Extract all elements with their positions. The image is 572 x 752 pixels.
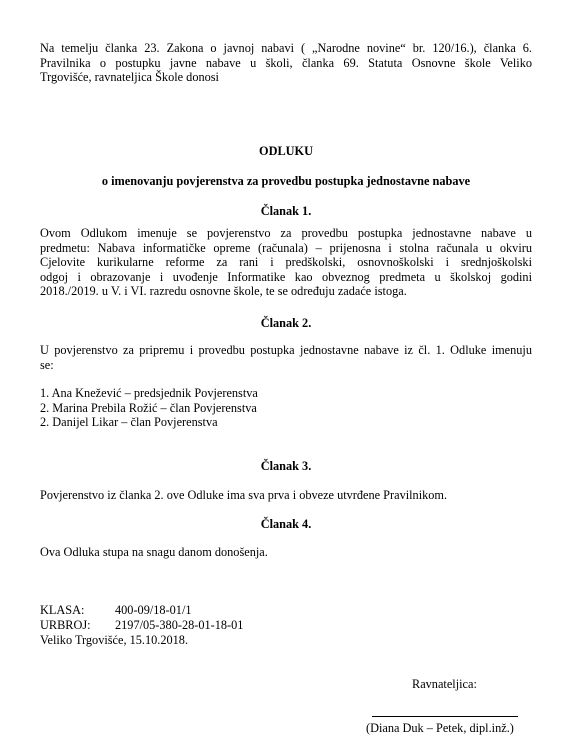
signature-role: Ravnateljica: bbox=[412, 677, 477, 691]
article-1-line: odgoj i obrazovanje i uvođenje Informatike kao obveznog predmeta u školskoj godini bbox=[40, 269, 532, 284]
list-item: 2. Marina Prebila Rožić – član Povjerenstva bbox=[40, 400, 257, 415]
article-2-line: se: bbox=[40, 357, 54, 372]
article-1-line: 2018./2019. u V. i VI. razredu osnovne škole, te se određuju zadaće istoga. bbox=[40, 284, 407, 299]
article-3-paragraph: Povjerenstvo iz članka 2. ove Odluke ima sva prva i obveze utvrđene Pravilnikom. bbox=[40, 488, 448, 502]
urbroj-label: URBROJ: bbox=[40, 618, 91, 632]
klasa-value: 400-09/18-01/1 bbox=[115, 603, 192, 617]
preamble-line: Trgovišće, ravnateljica Škole donosi bbox=[40, 70, 219, 85]
urbroj-value: 2197/05-380-28-01-18-01 bbox=[115, 618, 244, 632]
article-2-line: U povjerenstvo za pripremu i provedbu postupka jednostavne nabave iz čl. 1. Odluke imenuju bbox=[40, 343, 532, 357]
klasa-label: KLASA: bbox=[40, 603, 85, 617]
preamble-line: Na temelju članka 23. Zakona o javnoj nabavi ( „Narodne novine“ br. 120/16.), članka 6. bbox=[40, 41, 532, 55]
article-4-paragraph: Ova Odluka stupa na snagu danom donošenja. bbox=[40, 545, 268, 559]
article-1-paragraph bbox=[40, 226, 532, 299]
signature-line bbox=[372, 716, 518, 717]
place-date: Veliko Trgovišće, 15.10.2018. bbox=[40, 633, 189, 647]
document-title: ODLUKU bbox=[259, 144, 313, 158]
preamble-paragraph bbox=[40, 41, 532, 85]
preamble-line: Pravilnika o postupku javne nabave u školi, članka 69. Statuta Osnovne škole Veliko bbox=[40, 55, 532, 70]
member-list bbox=[40, 386, 532, 430]
article-4-heading: Članak 4. bbox=[260, 517, 312, 531]
article-2-heading: Članak 2. bbox=[260, 316, 312, 330]
article-2-paragraph bbox=[40, 343, 532, 372]
list-item: 2. Danijel Likar – član Povjerenstva bbox=[40, 415, 218, 430]
article-1-line: Cjelovite kurikularne reforme za rani i predškolski, osnovnoškolski i srednjoškolski bbox=[40, 255, 532, 270]
document-subtitle: o imenovanju povjerenstva za provedbu postupka jednostavne nabave bbox=[101, 174, 471, 188]
list-item: 1. Ana Knežević – predsjednik Povjerenstva bbox=[40, 386, 258, 400]
urbroj-row bbox=[40, 618, 243, 633]
article-1-heading: Članak 1. bbox=[260, 204, 312, 218]
signature-name: (Diana Duk – Petek, dipl.inž.) bbox=[366, 721, 514, 735]
article-1-line: predmetu: Nabava informatičke opreme (računala) – prijenosna i stolna računala u okviru bbox=[40, 240, 532, 255]
article-1-line: Ovom Odlukom imenuje se povjerenstvo za provedbu postupka jednostavne nabave u bbox=[40, 226, 532, 240]
klasa-row bbox=[40, 603, 192, 618]
article-3-heading: Članak 3. bbox=[260, 459, 312, 473]
